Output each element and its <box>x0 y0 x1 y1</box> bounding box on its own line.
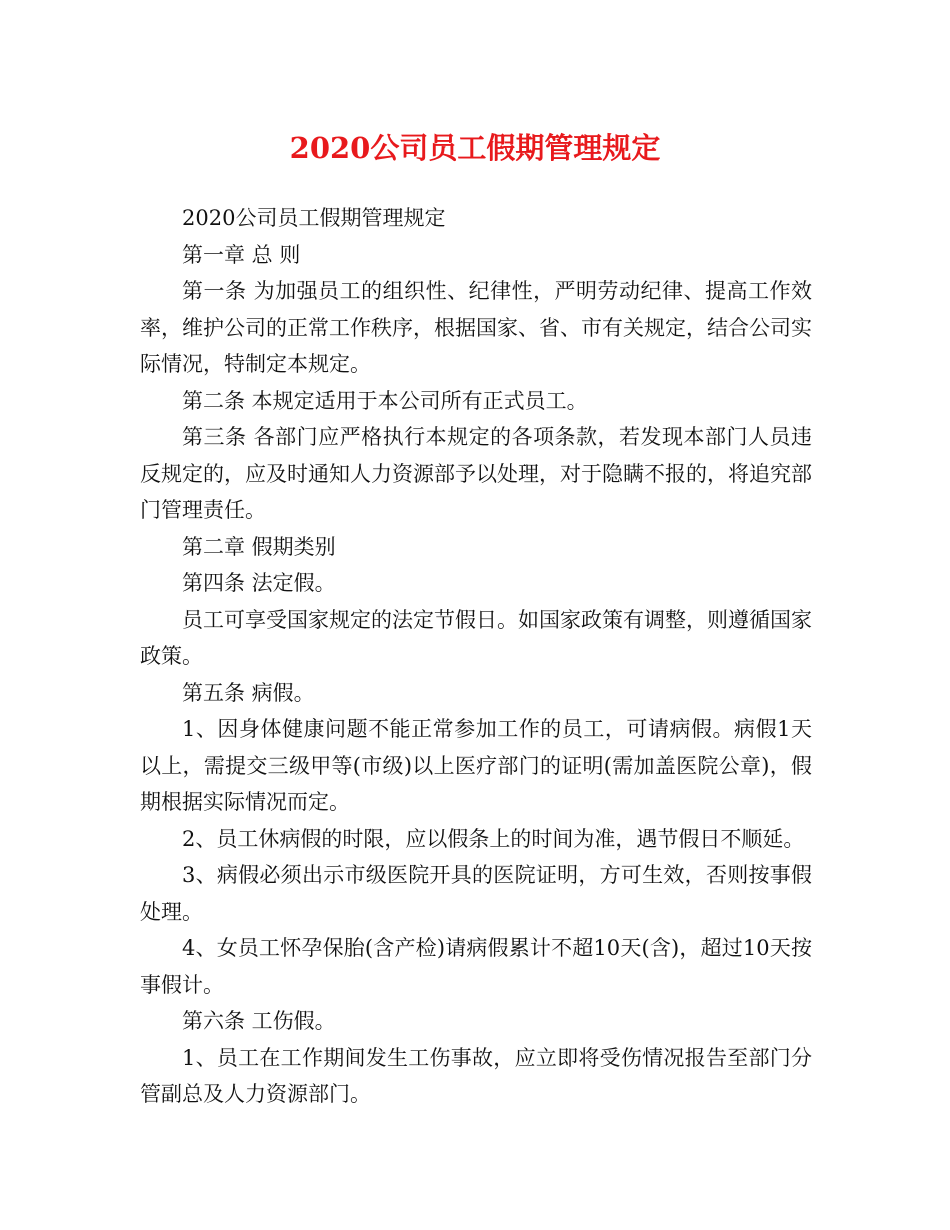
article-6: 第六条 工伤假。 <box>182 1009 336 1033</box>
article-2: 第二条 本规定适用于本公司所有正式员工。 <box>182 388 588 413</box>
paragraph-heading: 2020公司员工假期管理规定 <box>182 206 446 230</box>
article-3: 第三条 各部门应严格执行本规定的各项条款，若发现本部门人员违反规定的，应及时通知人力资源部予以处理，对于隐瞒不报的，将追究部门管理责任。 <box>140 425 812 522</box>
document-body <box>140 200 812 1113</box>
article-4: 第四条 法定假。 <box>182 571 336 595</box>
article-1: 第一条 为加强员工的组织性、纪律性，严明劳动纪律、提高工作效率，维护公司的正常工作秩序，根据国家、省、市有关规定，结合公司实际情况，特制定本规定。 <box>140 279 812 376</box>
article-5-item-2: 2、员工休病假的时限，应以假条上的时间为准，遇节假日不顺延。 <box>182 826 805 851</box>
chapter-1-heading: 第一章 总 则 <box>182 242 301 267</box>
article-5: 第五条 病假。 <box>182 680 315 705</box>
chapter-2-heading: 第二章 假期类别 <box>182 534 336 559</box>
article-5-item-1: 1、因身体健康问题不能正常参加工作的员工，可请病假。病假1天以上，需提交三级甲等(市级)以上医疗部门的证明(需加盖医院公章)，假期根据实际情况而定。 <box>140 717 812 814</box>
article-4-detail: 员工可享受国家规定的法定节假日。如国家政策有调整，则遵循国家政策。 <box>140 607 812 668</box>
article-5-item-3: 3、病假必须出示市级医院开具的医院证明，方可生效，否则按事假处理。 <box>140 863 812 924</box>
article-6-item-1: 1、员工在工作期间发生工伤事故，应立即将受伤情况报告至部门分管副总及人力资源部门。 <box>140 1045 812 1106</box>
article-5-item-4: 4、女员工怀孕保胎(含产检)请病假累计不超10天(含)，超过10天按事假计。 <box>140 936 812 997</box>
document-title: 2020公司员工假期管理规定 <box>289 131 661 165</box>
